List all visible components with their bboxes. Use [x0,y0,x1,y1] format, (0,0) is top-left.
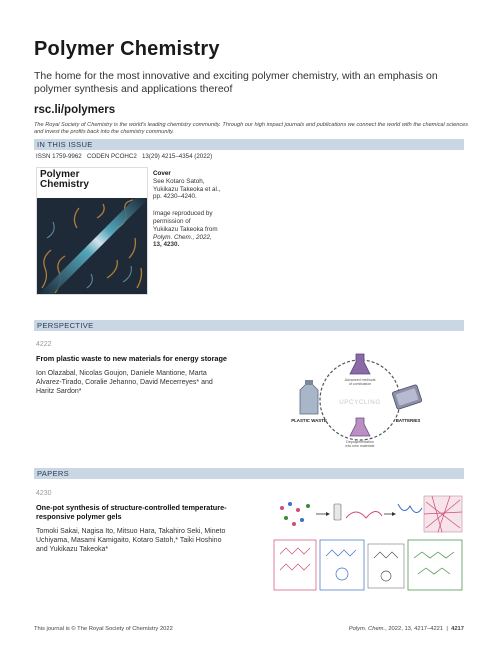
perspective-graphical-abstract[interactable] [282,344,432,456]
footer-citation: Polym. Chem., 2022, 13, 4217–4221 | 4217 [348,626,464,632]
cover-caption: Cover See Kotaro Satoh, Yukikazu Takeoka et al., pp. 4230–4240. Image reproduced by permission of Yukikazu Takeoka from Polym. Chem., 2022, 13, 4230. [153,170,243,249]
journal-url-link[interactable]: rsc.li/polymers [34,104,116,116]
footer-page-number: 4217 [451,626,464,632]
papers-bar [34,468,464,479]
monomer-cluster-icon [280,502,310,526]
upcycling-label: UPCYCLING [339,399,381,406]
volume: 13(29) 4215–4354 (2022) [141,153,213,160]
flask-top-icon [350,354,370,374]
cover-artwork [37,198,148,295]
perspective-bar [34,320,464,331]
svg-text:of combustion: of combustion [348,382,372,386]
journal-title: Polymer Chemistry [34,38,220,60]
journal-tagline: The home for the most innovative and exciting polymer chemistry, with an emphasis on polymer synthesis and applications thereof [34,70,438,95]
perspective-heading: PERSPECTIVE [37,321,94,330]
svg-text:Depolymerisation: Depolymerisation [346,440,374,444]
papers-heading: PAPERS [37,469,70,478]
papers-article [36,490,232,554]
perspective-article [36,341,232,396]
in-this-issue-bar [34,139,464,150]
plastic-bottle-icon [300,384,318,414]
perspective-title-link[interactable]: From plastic waste to new materials for energy storage [36,354,227,363]
cover-label: Cover [153,170,171,177]
papers-graphical-abstract[interactable] [272,494,464,594]
cover-header [37,168,147,200]
batteries-label: BATTERIES [395,418,421,423]
svg-text:into new materials: into new materials [345,444,375,448]
footer-copyright: This journal is © The Royal Society of Chemistry 2022 [34,626,173,632]
rsc-blurb: The Royal Society of Chemistry is the world's leading chemistry community. Through our high impact journals and publications we connect the world with the chemical sciences and invest the profits back into the chemistry community. [34,122,469,136]
coden: CODEN PCOHC2 [86,153,137,160]
cover-pages-link[interactable]: pp. 4230–4240. [153,193,197,201]
perspective-authors: Ion Olazabal, Nicolas Goujon, Daniele Mantione, Marta Alvarez-Tirado, Coralie Jehanno, David Mecerreyes* and Haritz Sardon* [36,370,213,395]
papers-title-link[interactable]: One-pot synthesis of structure-controlled temperature-responsive polymer gels [36,503,227,521]
issn-line [36,153,212,160]
papers-page: 4230 [36,490,52,497]
plastic-waste-label: PLASTIC WASTE [291,418,327,423]
page-footer [34,626,464,632]
flask-bottom-icon [350,418,370,436]
perspective-page: 4222 [36,341,52,348]
papers-authors: Tomoki Sakai, Nagisa Ito, Mitsuo Hara, Takahiro Seki, Mineto Uchiyama, Masami Kamigaito, Kotaro Satoh,* Taiki Hoshino and Yukikazu Takeoka* [36,528,226,553]
in-this-issue-heading: IN THIS ISSUE [37,140,93,149]
cover-image[interactable] [36,167,148,295]
issn: ISSN 1759-9962 [36,153,82,160]
masthead [34,38,474,137]
battery-icon [392,384,422,409]
svg-text:Advanced methods: Advanced methods [344,378,376,382]
cover-title: Polymer Chemistry [40,169,89,190]
vial-icon [334,504,341,520]
